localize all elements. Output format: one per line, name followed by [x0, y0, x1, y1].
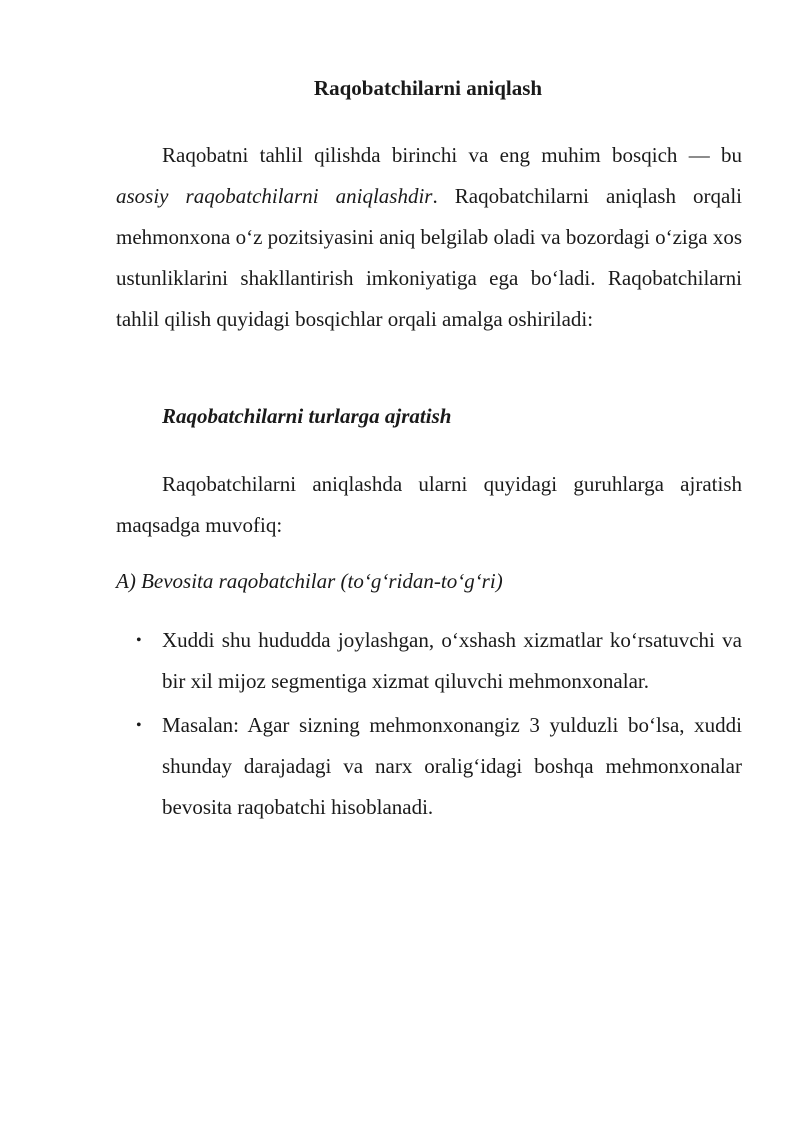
page-title: Raqobatchilarni aniqlash — [313, 76, 543, 100]
intro-text-part2: . Raqobatchilarni aniqlash orqali mehmonxona o‘z pozitsiyasini aniq belgilab oladi va bozordagi o‘ziga xos ustunliklarini shakllantirish imkoniyatiga ega bo‘ladi. Raqobatchilarni tahlil qilish quyidagi bosqichlar orqali amalga oshiriladi: — [116, 184, 742, 331]
bullet-icon: • — [136, 717, 142, 734]
intro-paragraph — [116, 135, 742, 340]
bullet-icon: • — [136, 632, 142, 649]
list-item-text: Xuddi shu hududda joylashgan, o‘xshash xizmatlar ko‘rsatuvchi va bir xil mijoz segmentiga xizmat qiluvchi mehmonxonalar. — [162, 628, 742, 693]
intro-emphasis: asosiy raqobatchilarni aniqlashdir — [116, 184, 433, 208]
list-item — [116, 620, 742, 702]
intro-text-part1: Raqobatni tahlil qilishda birinchi va eng muhim bosqich — bu — [162, 143, 742, 167]
subsection-heading: A) Bevosita raqobatchilar (to‘g‘ridan-to‘g‘ri) — [116, 569, 503, 593]
list-item-text: Masalan: Agar sizning mehmonxonangiz 3 yulduzli bo‘lsa, xuddi shunday darajadagi va narx oralig‘idagi boshqa mehmonxonalar bevosita raqobatchi hisoblanadi. — [162, 713, 742, 819]
section-subheading: Raqobatchilarni turlarga ajratish — [162, 404, 452, 428]
list-item — [116, 705, 742, 828]
grouping-paragraph: Raqobatchilarni aniqlashda ularni quyidagi guruhlarga ajratish maqsadga muvofiq: — [116, 472, 742, 537]
bullet-list — [116, 620, 742, 828]
